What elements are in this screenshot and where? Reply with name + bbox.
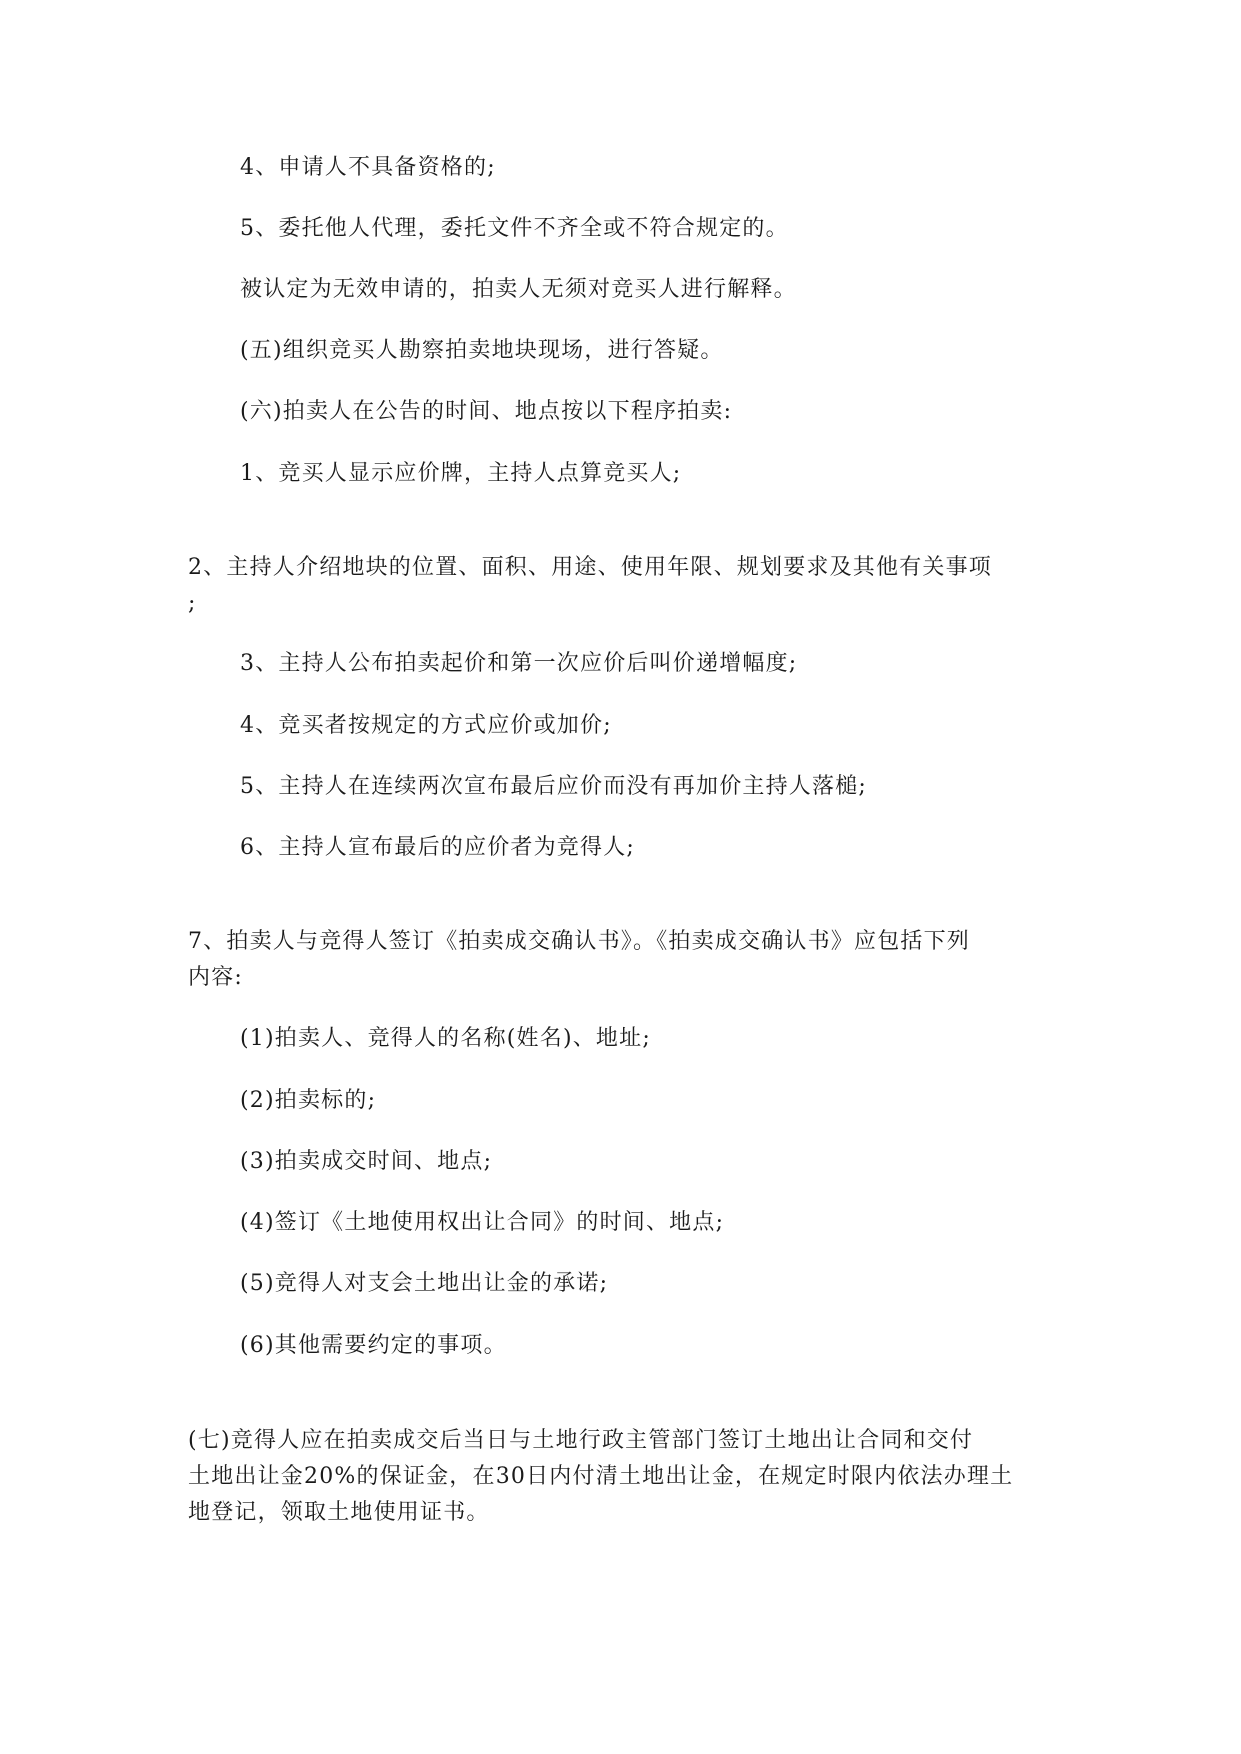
paragraph-continuation: 地登记，领取土地使用证书。	[188, 1500, 490, 1525]
list-item-continuation: 内容:	[188, 965, 244, 990]
list-item: (4)签订《土地使用权出让合同》的时间、地点;	[240, 1210, 725, 1235]
paragraph: (七)竞得人应在拍卖成交后当日与土地行政主管部门签订土地出让合同和交付	[188, 1428, 974, 1453]
list-item: 5、主持人在连续两次宣布最后应价而没有再加价主持人落槌;	[240, 774, 868, 799]
list-item-continuation: ;	[188, 591, 197, 616]
section-heading: (五)组织竞买人勘察拍卖地块现场，进行答疑。	[240, 338, 724, 363]
list-item: (3)拍卖成交时间、地点;	[240, 1149, 493, 1174]
section-heading: (六)拍卖人在公告的时间、地点按以下程序拍卖:	[240, 399, 733, 424]
list-item: (6)其他需要约定的事项。	[240, 1333, 507, 1358]
list-item: 2、主持人介绍地块的位置、面积、用途、使用年限、规划要求及其他有关事项	[188, 555, 992, 580]
list-item: 5、委托他人代理，委托文件不齐全或不符合规定的。	[240, 216, 789, 241]
list-item: 4、申请人不具备资格的;	[240, 155, 496, 180]
list-item: 4、竞买者按规定的方式应价或加价;	[240, 713, 612, 738]
list-item: (5)竞得人对支会土地出让金的承诺;	[240, 1271, 609, 1296]
list-item: (2)拍卖标的;	[240, 1088, 377, 1113]
list-item: 6、主持人宣布最后的应价者为竞得人;	[240, 835, 636, 860]
paragraph-continuation: 土地出让金20%的保证金，在30日内付清土地出让金，在规定时限内依法办理土	[188, 1464, 1014, 1489]
list-item: 3、主持人公布拍卖起价和第一次应价后叫价递增幅度;	[240, 651, 798, 676]
list-item: 1、竞买人显示应价牌，主持人点算竞买人;	[240, 461, 682, 486]
list-item: 7、拍卖人与竞得人签订《拍卖成交确认书》。《拍卖成交确认书》应包括下列	[188, 929, 970, 954]
list-item: (1)拍卖人、竞得人的名称(姓名)、地址;	[240, 1026, 651, 1051]
paragraph: 被认定为无效申请的，拍卖人无须对竞买人进行解释。	[240, 277, 797, 302]
